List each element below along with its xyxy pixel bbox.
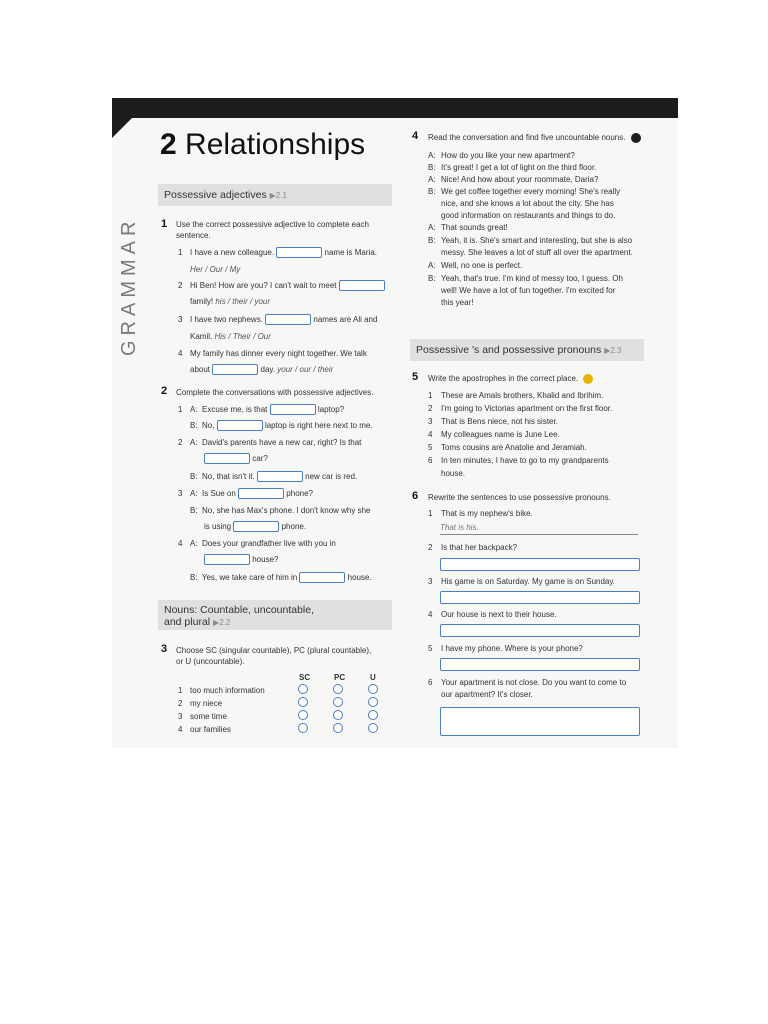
ex1-item-3-line2 [190,331,271,342]
dialogue-line: nice, and she knows a lot about the city. She has [441,199,614,208]
section-nouns [158,600,392,630]
dialogue-line: messy. She leaves a lot of stuff all over the apartment. [441,248,633,257]
answer-field[interactable] [440,558,640,571]
instruction-text: Read the conversation and find five uncountable nouns. [428,133,626,142]
ex5-item-number: 4 [428,430,433,439]
answer-field[interactable] [440,624,640,637]
item-text: No, that isn't it. [202,472,255,481]
radio-u[interactable] [368,684,378,694]
ex3-number: 3 [161,643,168,655]
ex3-item-1: too much information [190,686,265,695]
ex1-instruction: Use the correct possessive adjective to complete each [176,220,369,229]
ex6-instruction: Rewrite the sentences to use possessive pronouns. [428,493,611,502]
item-text: No, [202,421,215,430]
item-options: His / Their / Our [214,332,271,341]
ex6-item: Is that her backpack? [441,543,518,552]
dialogue-line: well! We have a lot of fun together. I'm excited for [441,286,616,295]
item-text: Kamil. [190,332,213,341]
dialogue-speaker: B: [428,236,436,245]
item-text: phone? [286,489,313,498]
item-text: David's parents have a new car, right? Is that [202,438,362,447]
radio-sc[interactable] [298,684,308,694]
instruction-text: Write the apostrophes in the correct place. [428,374,579,383]
ex2-item-3-a [190,488,313,499]
ex6-item-cont: our apartment? It's closer. [441,690,533,699]
item-text: Yes, we take care of him in [201,573,298,582]
answer-box[interactable] [276,247,322,258]
item-text: about [190,365,211,374]
ex1-item-1 [190,247,377,258]
item-text: new car is red. [305,472,358,481]
radio-u[interactable] [368,723,378,733]
ex2-number: 2 [161,385,168,397]
ex3-item-3: some time [190,712,227,721]
answer-box[interactable] [257,471,303,482]
radio-pc[interactable] [333,697,343,707]
radio-pc[interactable] [333,684,343,694]
dialogue-speaker: A: [428,175,436,184]
speaker-label: B: [190,421,198,430]
answer-field[interactable] [440,591,640,604]
ex5-item: In ten minutes, I have to go to my grandparents [441,456,609,465]
dialogue-line: Yeah, it is. She's smart and interesting, but she is also [441,236,633,245]
answer-box[interactable] [212,364,258,375]
answer-box[interactable] [204,453,250,464]
ex2-item-2-b [190,471,357,482]
ex1-item-2-line2 [190,296,270,307]
ex6-item-number: 2 [428,543,433,552]
answer-field[interactable] [440,707,640,736]
ex5-item: Toms cousins are Anatolie and Jeramiah. [441,443,587,452]
radio-sc[interactable] [298,723,308,733]
speaker-label: A: [190,489,198,498]
answer-box[interactable] [265,314,311,325]
ex6-item: Our house is next to their house. [441,610,557,619]
item-text: laptop? [317,405,345,414]
item-options: your / our / their [277,365,334,374]
ex5-item-number: 3 [428,417,433,426]
corner-tab [112,98,152,138]
ex2-item-1-b [190,420,373,431]
ex3-item-number: 1 [178,686,183,695]
section-ref: ▶2.2 [213,618,231,627]
item-text: house. [347,573,372,582]
item-text: family! [190,297,214,306]
ex1-item-4-line2 [190,364,333,375]
ex5-item: My colleagues name is June Lee. [441,430,560,439]
ex5-item: I'm going to Victorias apartment on the first floor. [441,404,613,413]
ex5-item: That is Bens niece, not his sister. [441,417,558,426]
ex5-instruction [428,373,593,384]
ex1-item-number: 1 [178,248,183,257]
item-text: I have two nephews. [190,315,263,324]
ex5-item-cont: house. [441,469,466,478]
ex2-instruction: Complete the conversations with possessive adjectives. [176,388,374,397]
ex1-item-number: 3 [178,315,183,324]
item-text: Is Sue on [202,489,236,498]
dialogue-speaker: B: [428,187,436,196]
item-options: his / their / your [215,297,271,306]
ex3-item-number: 3 [178,712,183,721]
ex1-item-3 [190,314,377,325]
section-ref: ▶2.3 [604,346,622,355]
answer-box[interactable] [238,488,284,499]
side-label: GRAMMAR [118,216,140,356]
section-title-cont: and plural [164,616,211,628]
answer-box[interactable] [270,404,316,415]
example-answer: That is his. [440,523,638,535]
ex2-item-3-b [190,505,371,516]
item-text: house? [252,555,279,564]
audio-icon[interactable] [631,133,641,143]
ex6-item-number: 4 [428,610,433,619]
speaker-label: A: [190,438,198,447]
item-text: Hi Ben! How are you? I can't wait to meet [190,281,337,290]
ex6-item-number: 5 [428,644,433,653]
speaker-label: B: [190,472,198,481]
ex3-instruction-cont: or U (uncountable). [176,657,245,666]
section-possessive-s [410,339,644,361]
dialogue-line: It's great! I get a lot of light on the third floor. [441,163,597,172]
ex4-number: 4 [412,130,419,142]
ex1-item-number: 4 [178,349,183,358]
ex2-item-3-b-cont [204,521,306,532]
answer-box[interactable] [233,521,279,532]
ex5-number: 5 [412,371,419,383]
ex2-item-number: 2 [178,438,183,447]
answer-box[interactable] [339,280,385,291]
speaker-label: A: [190,405,198,414]
section-title: Possessive 's and possessive pronouns [416,344,602,356]
ex3-item-number: 4 [178,725,183,734]
ex3-item-number: 2 [178,699,183,708]
dialogue-line: We get coffee together every morning! She's really [441,187,621,196]
answer-box[interactable] [204,554,250,565]
ex5-item-number: 6 [428,456,433,465]
radio-u[interactable] [368,710,378,720]
speaker-label: B: [190,506,198,515]
ex1-item-1-options: Her / Our / My [190,265,241,274]
item-text: phone. [281,522,307,531]
dialogue-speaker: A: [428,261,436,270]
item-text: name is Maria. [324,248,377,257]
ex2-item-number: 3 [178,489,183,498]
section-title: Nouns: Countable, uncountable, [164,604,315,616]
ex6-item: Your apartment is not close. Do you want to come to [441,678,627,687]
ex4-instruction [428,132,641,143]
worksheet-page [112,98,678,748]
ex6-item: That is my nephew's bike. [441,509,533,518]
dialogue-line: Yeah, that's true. I'm kind of messy too, I guess. Oh [441,274,623,283]
ex6-item-number: 1 [428,509,433,518]
item-text: names are Ali and [313,315,378,324]
ex5-item: These are Amals brothers, Khalid and Ibrihim. [441,391,604,400]
dialogue-line: How do you like your new apartment? [441,151,575,160]
ex1-instruction-cont: sentence. [176,231,211,240]
ex2-item-4-b [190,572,372,583]
ex3-item-4: our families [190,725,231,734]
dialogue-line: good information on restaurants and things to do. [441,211,616,220]
item-text: car? [252,454,268,463]
ex3-item-2: my niece [190,699,223,708]
ex2-item-1-a [190,404,344,415]
item-text: Excuse me, is that [202,405,268,414]
ex6-item: I have my phone. Where is your phone? [441,644,583,653]
ex5-item-number: 2 [428,404,433,413]
chapter-number: 2 [160,128,177,161]
ex2-item-4-a-cont [204,554,278,565]
item-text: Does your grandfather live with you in [202,539,336,548]
dialogue-line: Well, no one is perfect. [441,261,523,270]
top-bar [112,98,678,118]
page-title [160,128,365,162]
chapter-title: Relationships [185,128,366,161]
column-header-u: U [370,673,376,682]
ex1-number: 1 [161,218,168,230]
answer-box[interactable] [217,420,263,431]
item-text: day. [260,365,276,374]
ex1-item-number: 2 [178,281,183,290]
ex1-item-4: My family has dinner every night together. We talk [190,349,367,358]
answer-box[interactable] [299,572,345,583]
ex1-item-2 [190,280,385,291]
dialogue-speaker: B: [428,163,436,172]
dialogue-line: Nice! And how about your roommate, Daria? [441,175,599,184]
item-text: is using [204,522,232,531]
radio-pc[interactable] [333,723,343,733]
item-text: laptop is right here next to me. [264,421,373,430]
ex6-number: 6 [412,490,419,502]
section-possessive-adjectives [158,184,392,206]
ex2-item-number: 1 [178,405,183,414]
ex2-item-number: 4 [178,539,183,548]
radio-sc[interactable] [298,697,308,707]
ex6-item: His game is on Saturday. My game is on Sunday. [441,577,616,586]
pencil-icon [583,374,593,384]
item-text: No, she has Max's phone. I don't know why she [202,506,371,515]
dialogue-line: this year! [441,298,474,307]
speaker-label: B: [190,573,198,582]
ex6-item-number: 3 [428,577,433,586]
ex5-item-number: 1 [428,391,433,400]
dialogue-line: That sounds great! [441,223,508,232]
radio-pc[interactable] [333,710,343,720]
item-text: I have a new colleague. [190,248,275,257]
section-ref: ▶2.1 [269,191,287,200]
radio-u[interactable] [368,697,378,707]
ex2-item-4-a [190,538,336,549]
answer-field[interactable] [440,658,640,671]
ex3-instruction: Choose SC (singular countable), PC (plural countable), [176,646,372,655]
ex2-item-2-a-cont [204,453,268,464]
ex5-item-number: 5 [428,443,433,452]
column-header-sc: SC [299,673,311,682]
dialogue-speaker: A: [428,151,436,160]
section-title: Possessive adjectives [164,189,267,201]
dialogue-speaker: A: [428,223,436,232]
speaker-label: A: [190,539,198,548]
ex2-item-2-a [190,437,361,448]
dialogue-speaker: B: [428,274,436,283]
column-header-pc: PC [334,673,346,682]
radio-sc[interactable] [298,710,308,720]
ex6-item-number: 6 [428,678,433,687]
